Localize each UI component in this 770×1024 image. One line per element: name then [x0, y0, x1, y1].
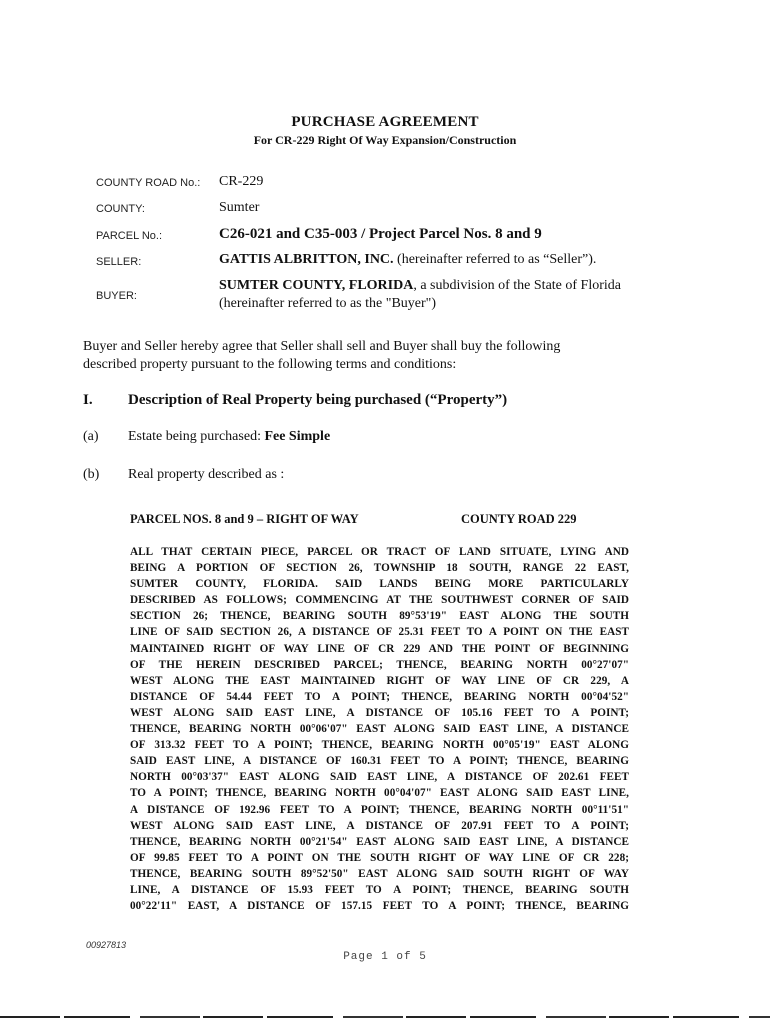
legal-line: THENCE, BEARING SOUTH 89°52'50" EAST ALONG SAID SOUTH RIGHT OF WAY — [130, 867, 629, 880]
legal-line: THENCE, BEARING NORTH 00°06'07" EAST ALONG SAID EAST LINE, A DISTANCE — [130, 723, 629, 736]
legal-line: WEST ALONG SAID EAST LINE, A DISTANCE OF 207.91 FEET TO A POINT; — [130, 819, 629, 832]
document-title: PURCHASE AGREEMENT — [291, 114, 479, 130]
legal-line: OF 313.32 FEET TO A POINT; THENCE, BEARING NORTH 00°05'19" EAST ALONG — [130, 739, 629, 752]
county-road-label: COUNTY ROAD No.: — [96, 177, 201, 189]
legal-line: OF 99.85 FEET TO A POINT ON THE SOUTH RIGHT OF WAY LINE OF CR 228; — [130, 851, 629, 864]
section-number: I. — [83, 392, 93, 408]
legal-line: DISTANCE OF 54.44 FEET TO A POINT; THENCE, BEARING NORTH 00°04'52" — [130, 690, 629, 703]
seller-value — [219, 252, 596, 268]
road-heading: COUNTY ROAD 229 — [461, 512, 577, 526]
estate-value: Fee Simple — [264, 429, 331, 444]
section-title: Description of Real Property being purchased (“Property”) — [128, 392, 508, 408]
scan-edge-line — [0, 1016, 770, 1018]
legal-line: 00°22'11" EAST, A DISTANCE OF 157.15 FEET TO A POINT; THENCE, BEARING — [130, 900, 629, 913]
county-label: COUNTY: — [96, 203, 145, 215]
legal-line: BEING A PORTION OF SECTION 26, TOWNSHIP 18 SOUTH, RANGE 22 EAST, — [130, 562, 629, 575]
item-a-number: (a) — [83, 429, 99, 444]
parcel-value: C26-021 and C35-003 / Project Parcel Nos. 8 and 9 — [219, 226, 542, 242]
buyer-value — [219, 278, 621, 294]
item-b-number: (b) — [83, 467, 100, 482]
intro-line: Buyer and Seller hereby agree that Seller shall sell and Buyer shall buy the following — [83, 339, 561, 354]
legal-line: WEST ALONG SAID EAST LINE, A DISTANCE OF 105.16 FEET TO A POINT; — [130, 706, 629, 719]
item-a-text — [128, 429, 330, 445]
legal-line: DESCRIBED AS FOLLOWS; COMMENCING AT THE SOUTHWEST CORNER OF SAID — [130, 594, 629, 607]
county-value: Sumter — [219, 200, 260, 215]
buyer-name: SUMTER COUNTY, FLORIDA — [219, 278, 414, 293]
legal-line: A DISTANCE OF 192.96 FEET TO A POINT; THENCE, BEARING NORTH 00°11'51" — [130, 803, 629, 816]
legal-line: ALL THAT CERTAIN PIECE, PARCEL OR TRACT OF LAND SITUATE, LYING AND — [130, 546, 629, 558]
seller-label: SELLER: — [96, 256, 142, 268]
legal-line: THENCE, BEARING NORTH 00°21'54" EAST ALONG SAID EAST LINE, A DISTANCE — [130, 835, 629, 848]
legal-line: SUMTER COUNTY, FLORIDA. SAID LANDS BEING MORE PARTICULARLY — [130, 578, 629, 591]
page-number: Page 1 of 5 — [343, 951, 427, 963]
legal-line: LINE OF SAID SECTION 26, A DISTANCE OF 25.31 FEET TO A POINT ON THE EAST — [130, 626, 629, 639]
intro-paragraph — [83, 338, 643, 374]
buyer-designation: , a subdivision of the State of Florida — [413, 278, 621, 293]
buyer-designation-line2: (hereinafter referred to as the "Buyer") — [219, 296, 437, 311]
legal-line: SECTION 26; THENCE, BEARING SOUTH 89°53'19" EAST ALONG THE SOUTH — [130, 610, 629, 623]
seller-name: GATTIS ALBRITTON, INC. — [219, 252, 394, 267]
estate-label: Estate being purchased: — [128, 429, 265, 444]
legal-line: OF THE HEREIN DESCRIBED PARCEL; THENCE, BEARING NORTH 00°27'07" — [130, 658, 629, 671]
intro-line: described property pursuant to the following terms and conditions: — [83, 357, 457, 372]
legal-line: SAID EAST LINE, A DISTANCE OF 160.31 FEET TO A POINT; THENCE, BEARING — [130, 755, 629, 768]
county-road-value: CR-229 — [219, 174, 264, 189]
legal-line: WEST ALONG THE EAST MAINTAINED RIGHT OF WAY LINE OF CR 229, A — [130, 674, 629, 687]
legal-description — [130, 544, 629, 914]
legal-line: LINE, A DISTANCE OF 15.93 FEET TO A POINT; THENCE, BEARING SOUTH — [130, 883, 629, 896]
document-subtitle: For CR-229 Right Of Way Expansion/Construction — [253, 133, 517, 147]
buyer-label: BUYER: — [96, 290, 137, 302]
parcel-heading: PARCEL NOS. 8 and 9 – RIGHT OF WAY — [130, 512, 359, 526]
document-id: 00927813 — [86, 940, 127, 950]
legal-line: MAINTAINED RIGHT OF WAY LINE OF CR 229 AND THE POINT OF BEGINNING — [130, 642, 629, 655]
item-b-text: Real property described as : — [128, 467, 285, 482]
legal-line: NORTH 00°03'37" EAST ALONG SAID EAST LINE, A DISTANCE OF 202.61 FEET — [130, 771, 629, 784]
legal-line: TO A POINT; THENCE, BEARING NORTH 00°04'07" EAST ALONG SAID EAST LINE, — [130, 787, 629, 800]
parcel-label: PARCEL No.: — [96, 230, 163, 242]
seller-designation: (hereinafter referred to as “Seller”). — [393, 252, 597, 267]
